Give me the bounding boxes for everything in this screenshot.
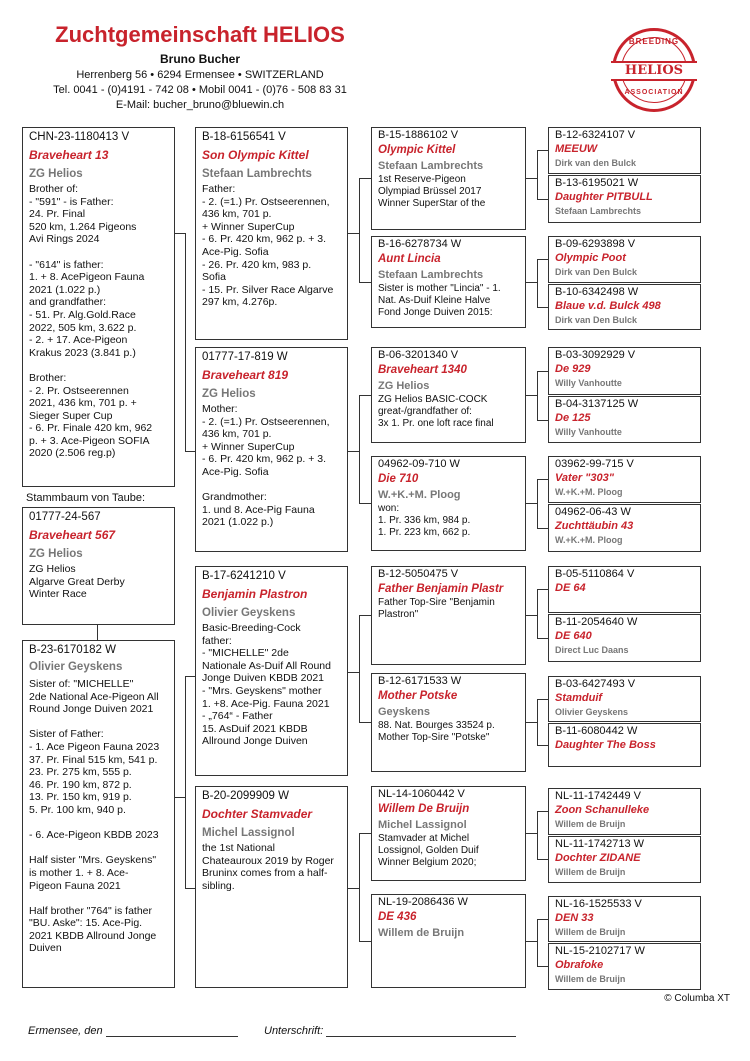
subject-pigeon-card <box>22 127 175 487</box>
breeder-name: Stefaan Lambrechts <box>378 160 484 172</box>
ring-number: 04962-09-710 W <box>378 458 460 470</box>
pigeon-name: Olympic Kittel <box>378 144 456 156</box>
breeder-name: Willem de Bruijn <box>555 974 626 984</box>
breeder-name: Willem de Bruijn <box>555 867 626 877</box>
place-label: Ermensee, den <box>28 1025 103 1037</box>
pigeon-info: won: 1. Pr. 336 km, 984 p. 1. Pr. 223 km, 662 p. <box>378 503 471 538</box>
ring-number: NL-16-1525533 V <box>555 898 642 910</box>
breeder-name: Dirk van Den Bulck <box>555 267 638 277</box>
pigeon-name: De 125 <box>555 412 591 424</box>
breeder-name: Willem de Bruijn <box>555 927 626 937</box>
ring-number: B-04-3137125 W <box>555 398 639 410</box>
ring-number: B-10-6342498 W <box>555 286 639 298</box>
breeder-name: Olivier Geyskens <box>29 661 123 673</box>
breeder-name: Stefaan Lambrechts <box>202 168 312 180</box>
sister-pigeon-card <box>22 640 175 988</box>
ring-number: B-13-6195021 W <box>555 177 639 189</box>
breeder-name: ZG Helios <box>202 388 256 400</box>
pigeon-name: Braveheart 819 <box>202 368 289 382</box>
pigeon-name: Father Benjamin Plastr <box>378 583 504 595</box>
pigeon-info: Father: - 2. (=1.) Pr. Ostseerennen, 436 km, 701 p. + Winner SuperCup - 6. Pr. 420 km, 962 p. + 3. Ace-Pig. Sofia - 26. Pr. 420 km, 983 p. Sofia - 15. Pr. Silver Race Algarve 297 km, 4.276p. <box>202 183 334 309</box>
grandparent-card <box>371 894 526 988</box>
breeder-name: Willy Vanhoutte <box>555 378 622 388</box>
great-grandparent-card <box>548 788 701 835</box>
parent-card-mother <box>195 347 348 552</box>
email: E-Mail: bucher_bruno@bluewin.ch <box>115 99 285 111</box>
breeder-name: W.+K.+M. Ploog <box>555 487 623 497</box>
ring-number: B-20-2099909 W <box>202 790 289 802</box>
great-grandparent-card <box>548 236 701 283</box>
ring-number: 04962-06-43 W <box>555 506 631 518</box>
great-grandparent-card <box>548 175 701 223</box>
copyright: © Columba XT <box>664 993 730 1004</box>
ring-number: NL-14-1060442 V <box>378 788 465 800</box>
ring-number: CHN-23-1180413 V <box>29 131 130 143</box>
address: Herrenberg 56 • 6294 Ermensee • SWITZERLAND <box>76 69 324 81</box>
breeder-title: Zuchtgemeinschaft HELIOS <box>55 22 345 47</box>
phone: Tel. 0041 - (0)4191 - 742 08 • Mobil 0041 - (0)76 - 508 83 31 <box>53 84 347 96</box>
breeder-name: ZG Helios <box>378 380 430 392</box>
pigeon-info: ZG Helios BASIC-COCK great-/grandfather of: 3x 1. Pr. one loft race final <box>378 394 494 429</box>
pigeon-name: Olympic Poot <box>555 252 626 264</box>
grandparent-card <box>371 456 526 551</box>
pigeon-info: the 1st National Chateauroux 2019 by Roger Bruninx comes from a half- sibling. <box>202 842 334 892</box>
breeder-name: Direct Luc Daans <box>555 645 629 655</box>
stammbaum-pigeon-card <box>22 507 175 625</box>
pigeon-name: Blaue v.d. Bulck 498 <box>555 300 661 312</box>
ring-number: B-12-5050475 V <box>378 568 459 580</box>
grandparent-card <box>371 673 526 772</box>
pigeon-name: DE 640 <box>555 630 592 642</box>
pigeon-name: Benjamin Plastron <box>202 587 308 601</box>
ring-number: B-03-3092929 V <box>555 349 636 361</box>
logo-center-text: HELIOS <box>611 61 697 81</box>
pigeon-name: Die 710 <box>378 473 419 485</box>
breeder-name: Stefaan Lambrechts <box>378 269 484 281</box>
pigeon-info: Sister of: "MICHELLE" 2de National Ace-Pigeon All Round Jonge Duiven 2021 Sister of Father: - 1. Ace Pigeon Fauna 2023 37. Pr. Final 515 km, 541 p. 23. Pr. 275 km, 555 p. 46. Pr. 190 km, 872 p. 13. Pr. 150 km, 919 p. 5. Pr. 100 km, 940 p. - 6. Ace-Pigeon KBDB 2023 Half sister "Mrs. Geyskens" is mother 1. + 8. Ace- Pigeon Fauna 2021 Half brother "764" is father "BU. Aske": 15. Ace-Pig. 2021 KBDB Allround Jonge Duiven <box>29 678 160 955</box>
pigeon-name: De 929 <box>555 363 591 375</box>
grandparent-card <box>371 566 526 665</box>
date-field[interactable] <box>106 1024 238 1037</box>
place-date-line <box>28 1024 238 1037</box>
breeder-name: Michel Lassignol <box>378 819 467 831</box>
pigeon-info: Brother of: - "591" - is Father: 24. Pr. Final 520 km, 1.264 Pigeons Avi Rings 2024 - "614" is father: 1. + 8. AcePigeon Fauna 2021 (1.022 p.) and grandfather: - 51. Pr. Alg.Gold.Race 2022, 505 km, 3.622 p. - 2. + 17. Ace-Pigeon Krakus 2023 (3.841 p.) Brother: - 2. Pr. Ostseerennen 2021, 436 km, 701 p. + Sieger Super Cup - 6. Pr. Finale 420 km, 962 p. + 3. Ace-Pigeon SOFIA 2020 (2.506 reg.p) <box>29 183 153 460</box>
great-grandparent-card <box>548 676 701 722</box>
pigeon-info: 1st Reserve-Pigeon Olympiad Brüssel 2017 Winner SuperStar of the <box>378 174 486 209</box>
ring-number: 01777-24-567 <box>29 511 101 523</box>
breeder-name: Geyskens <box>378 706 430 718</box>
pigeon-info: Stamvader at Michel Lossignol, Golden Duif Winner Belgium 2020; <box>378 833 479 868</box>
pigeon-name: Dochter Stamvader <box>202 807 313 821</box>
great-grandparent-card <box>548 504 701 552</box>
parent-card-father <box>195 127 348 340</box>
pigeon-name: Zuchttäubin 43 <box>555 520 634 532</box>
pigeon-info: ZG Helios Algarve Great Derby Winter Race <box>29 563 125 601</box>
ring-number: B-06-3201340 V <box>378 349 459 361</box>
pigeon-name: Braveheart 567 <box>29 528 116 542</box>
pigeon-info: Father Top-Sire "Benjamin Plastron" <box>378 597 495 620</box>
pigeon-name: Stamduif <box>555 692 603 704</box>
breeder-name: W.+K.+M. Ploog <box>555 535 623 545</box>
breeder-name: Willem de Bruijn <box>555 819 626 829</box>
breeder-name: Willy Vanhoutte <box>555 427 622 437</box>
ring-number: B-23-6170182 W <box>29 644 116 656</box>
great-grandparent-card <box>548 943 701 990</box>
great-grandparent-card <box>548 347 701 395</box>
pigeon-name: Daughter PITBULL <box>555 191 653 203</box>
breeder-name: ZG Helios <box>29 548 83 560</box>
great-grandparent-card <box>548 456 701 503</box>
breeder-name: ZG Helios <box>29 168 83 180</box>
owner-name: Bruno Bucher <box>159 52 240 66</box>
pigeon-name: DE 64 <box>555 582 586 594</box>
breeder-name: Michel Lassignol <box>202 827 295 839</box>
ring-number: B-12-6171533 W <box>378 675 462 687</box>
pigeon-info: Basic-Breeding-Cock father: - "MICHELLE" 2de Nationale As-Duif All Round Jonge Duiven KBDB 2021 - "Mrs. Geyskens" mother 1. +8. Ace-Pig. Fauna 2021 - „764“ - Father 15. AsDuif 2021 KBDB Allround Jonge Duiven <box>202 622 331 748</box>
pigeon-name: Dochter ZIDANE <box>555 852 641 864</box>
breeder-name: Willem de Bruijn <box>378 927 465 939</box>
ring-number: B-12-6324107 V <box>555 129 636 141</box>
breeder-name: Dirk van Den Bulck <box>555 315 638 325</box>
pigeon-info: Sister is mother "Lincia" - 1. Nat. As-Duif Kleine Halve Fond Jonge Duiven 2015: <box>378 283 501 318</box>
great-grandparent-card <box>548 723 701 767</box>
pigeon-name: DE 436 <box>378 911 417 923</box>
grandparent-card <box>371 236 526 328</box>
breeder-name: Dirk van den Bulck <box>555 158 637 168</box>
stammbaum-label: Stammbaum von Taube: <box>26 492 146 504</box>
ring-number: B-11-2054640 W <box>555 616 638 628</box>
ring-number: 01777-17-819 W <box>202 351 288 363</box>
signature-label: Unterschrift: <box>264 1025 324 1037</box>
pigeon-name: Willem De Bruijn <box>378 803 470 815</box>
pigeon-name: MEEUW <box>555 143 598 155</box>
breeder-name: W.+K.+M. Ploog <box>378 489 461 501</box>
grandparent-card <box>371 127 526 230</box>
breeder-name: Olivier Geyskens <box>555 707 629 717</box>
grandparent-card <box>371 347 526 443</box>
ring-number: B-16-6278734 W <box>378 238 462 250</box>
pigeon-name: DEN 33 <box>555 912 594 924</box>
pigeon-name: Vater "303" <box>555 472 614 484</box>
pigeon-name: Obrafoke <box>555 959 604 971</box>
ring-number: 03962-99-715 V <box>555 458 634 470</box>
ring-number: B-03-6427493 V <box>555 678 636 690</box>
pigeon-name: Son Olympic Kittel <box>202 148 309 162</box>
pigeon-name: Braveheart 1340 <box>378 364 467 376</box>
great-grandparent-card <box>548 566 701 613</box>
ring-number: NL-19-2086436 W <box>378 896 468 908</box>
pigeon-name: Mother Potske <box>378 690 458 702</box>
great-grandparent-card <box>548 284 701 330</box>
pigeon-name: Aunt Lincia <box>378 253 441 265</box>
pigeon-name: Daughter The Boss <box>555 739 656 751</box>
logo-bottom-text: ASSOCIATION <box>624 89 684 96</box>
ring-number: B-09-6293898 V <box>555 238 636 250</box>
parent-card-sire-of-sister <box>195 566 348 776</box>
breeder-name: Olivier Geyskens <box>202 607 296 619</box>
great-grandparent-card <box>548 896 701 942</box>
signature-field[interactable] <box>326 1024 516 1037</box>
pigeon-info: 88. Nat. Bourges 33524 p. Mother Top-Sire "Potske" <box>378 720 495 743</box>
pigeon-name: Braveheart 13 <box>29 148 109 162</box>
breeder-name: Stefaan Lambrechts <box>555 206 642 216</box>
great-grandparent-card <box>548 836 701 883</box>
parent-card-dam-of-sister <box>195 786 348 988</box>
ring-number: B-15-1886102 V <box>378 129 459 141</box>
logo-top-text: BREEDING <box>628 37 680 46</box>
ring-number: NL-15-2102717 W <box>555 945 645 957</box>
ring-number: NL-11-1742449 V <box>555 790 642 802</box>
ring-number: B-18-6156541 V <box>202 131 286 143</box>
great-grandparent-card <box>548 127 701 174</box>
ring-number: NL-11-1742713 W <box>555 838 645 850</box>
great-grandparent-card <box>548 614 701 662</box>
ring-number: B-05-5110864 V <box>555 568 635 580</box>
great-grandparent-card <box>548 396 701 443</box>
ring-number: B-11-6080442 W <box>555 725 638 737</box>
signature-line <box>264 1024 516 1037</box>
pigeon-name: Zoon Schanulleke <box>555 804 650 816</box>
grandparent-card <box>371 786 526 881</box>
ring-number: B-17-6241210 V <box>202 570 286 582</box>
pigeon-info: Mother: - 2. (=1.) Pr. Ostseerennen, 436 km, 701 p. + Winner SuperCup - 6. Pr. 420 km, 962 p. + 3. Ace-Pig. Sofia Grandmother: 1. und 8. Ace-Pig Fauna 2021 (1.022 p.) <box>202 403 330 529</box>
breeding-association-logo <box>612 28 696 112</box>
